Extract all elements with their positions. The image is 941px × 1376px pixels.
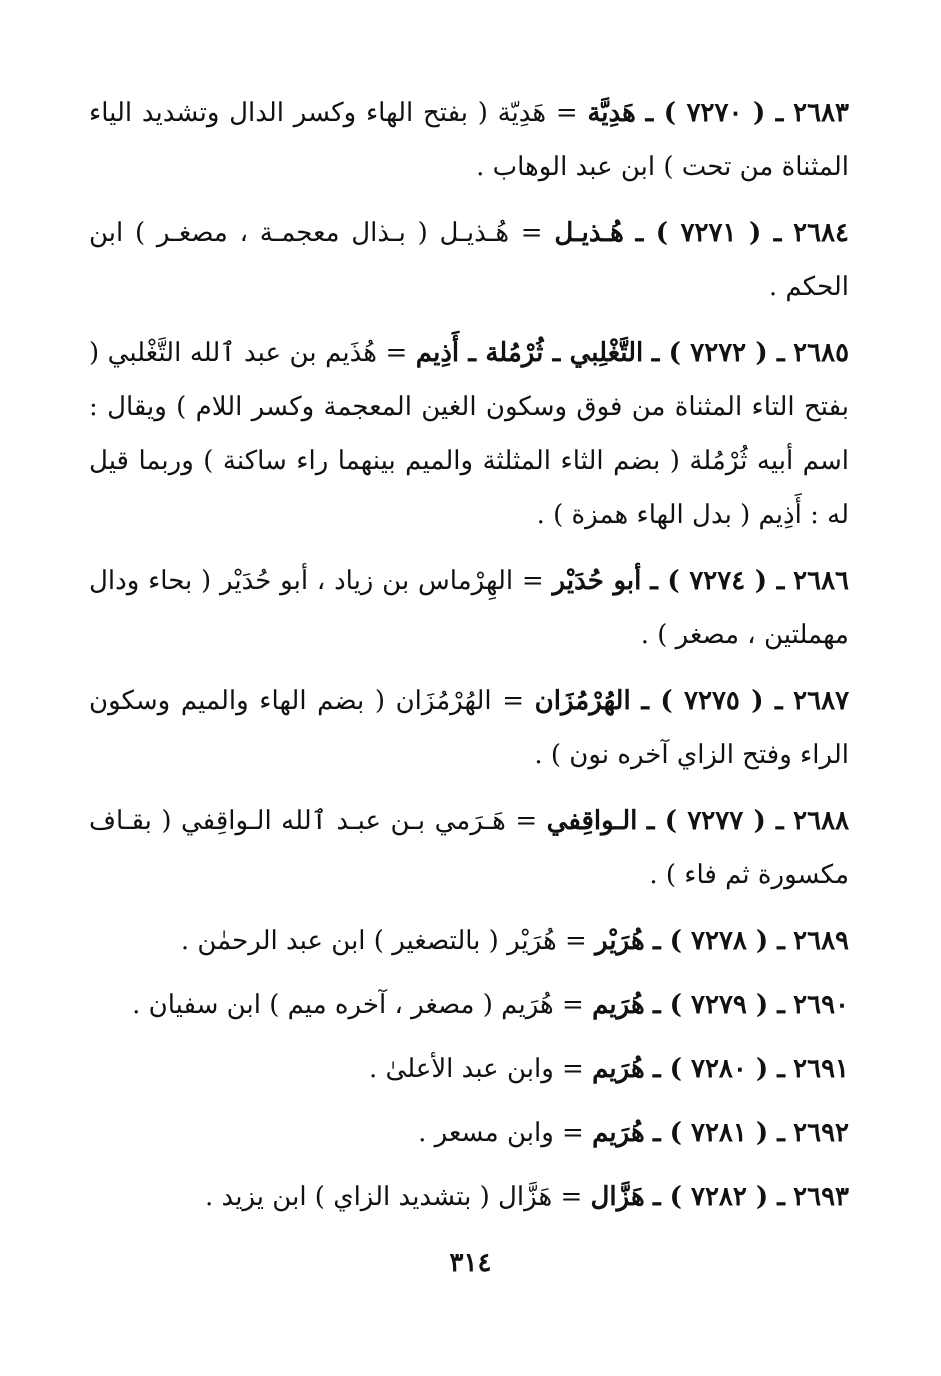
entry-reference: ـ ( ٧٢٧١ ) ـ [635,218,782,248]
list-item [89,1106,849,1160]
list-item [89,554,849,662]
entry-name: الـواقِفي [546,806,638,836]
entry-number: ٢٦٨٤ [793,218,850,248]
entry-number: ٢٦٩٠ [793,990,849,1020]
entry-number: ٢٦٩٢ [793,1118,849,1148]
entry-name: هَزَّال [590,1182,645,1212]
entry-number: ٢٦٨٩ [793,926,849,956]
entry-reference: ـ ( ٧٢٧٧ ) ـ [646,806,784,836]
entry-number: ٢٦٨٧ [793,686,850,716]
entry-name: هَدِيَّة [587,98,636,128]
entry-number: ٢٦٩٣ [793,1182,849,1212]
entry-reference: ـ ( ٧٢٨٢ ) ـ [652,1182,785,1212]
entry-body: = هُـذيـل ( بـذال معجمـة ، مصغـر ) ابن الحكم . [89,218,849,302]
entry-number: ٢٦٩١ [793,1054,849,1084]
list-item [89,978,849,1032]
entry-body: = هُرَيم ( مصغر ، آخره ميم ) ابن سفيان . [132,990,584,1020]
entry-body: = الهُرْمُزَان ( بضم الهاء والميم وسكون الراء وفتح الزاي آخره نون ) . [89,686,849,770]
entry-number: ٢٦٨٦ [793,566,850,596]
entry-reference: ـ ( ٧٢٧٤ ) ـ [650,566,785,596]
entry-number: ٢٦٨٥ [793,338,850,368]
list-item [89,674,849,782]
entry-body: = وابن عبد الأعلىٰ . [369,1054,584,1084]
list-item [89,86,849,194]
entry-number: ٢٦٨٨ [793,806,850,836]
entry-name: هُرَيم [592,1118,645,1148]
entry-reference: ـ ( ٧٢٨١ ) ـ [652,1118,785,1148]
entry-name: هُـذيـل [554,218,624,248]
list-item [89,206,849,314]
entry-name: هُرَيم [592,1054,645,1084]
entry-body: = الهِرْماس بن زياد ، أبو حُدَيْر ( بحاء ودال مهملتين ، مصغر ) . [89,566,849,650]
entry-reference: ـ ( ٧٢٧٥ ) ـ [641,686,783,716]
entry-body: = هُذَيم بن عبد ٱلله التَّغْلبي ( بفتح التاء المثناة من فوق وسكون الغين المعجمة وكسر اللام ) ويقال : اسم أبيه ثُرْمُلة ( بضم الثاء المثلثة والميم بينهما راء ساكنة ) وربما قيل له : أَذِيم ( بدل الهاء همزة ) . [89,338,849,530]
list-item [89,1042,849,1096]
entries-list [89,86,849,1234]
entry-name: الهُرْمُزَان [534,686,631,716]
entry-reference: ـ ( ٧٢٧٩ ) ـ [652,990,785,1020]
entry-number: ٢٦٨٣ [793,98,849,128]
list-item [89,794,849,902]
entry-name: هُرَيْر [595,926,645,956]
entry-name: هُرَيم [592,990,645,1020]
entry-body: = هُرَيْر ( بالتصغير ) ابن عبد الرحمٰن . [180,926,587,956]
entry-reference: ـ ( ٧٢٨٠ ) ـ [652,1054,785,1084]
page-number: ٣١٤ [449,1248,492,1278]
entry-body: = هَـرَمي بـن عبـد ٱلله الـواقِفي ( بقـاف مكسورة ثم فاء ) . [89,806,849,890]
entry-reference: ـ ( ٧٢٧٠ ) ـ [645,98,784,128]
list-item [89,1170,849,1224]
entry-body: = هَدِيّة ( بفتح الهاء وكسر الدال وتشديد الياء المثناة من تحت ) ابن عبد الوهاب . [89,98,849,182]
entry-reference: ـ ( ٧٢٧٢ ) ـ [651,338,785,368]
entry-reference: ـ ( ٧٢٧٨ ) ـ [652,926,785,956]
entry-name: أبو حُدَيْر [552,566,642,596]
list-item [89,326,849,542]
entry-body: = وابن مسعر . [418,1118,584,1148]
entry-body: = هَزَّال ( بتشديد الزاي ) ابن يزيد . [205,1182,583,1212]
entry-name: التَّغْلِبي ـ ثُرْمُلة ـ أَذِيم [415,338,644,368]
list-item [89,914,849,968]
